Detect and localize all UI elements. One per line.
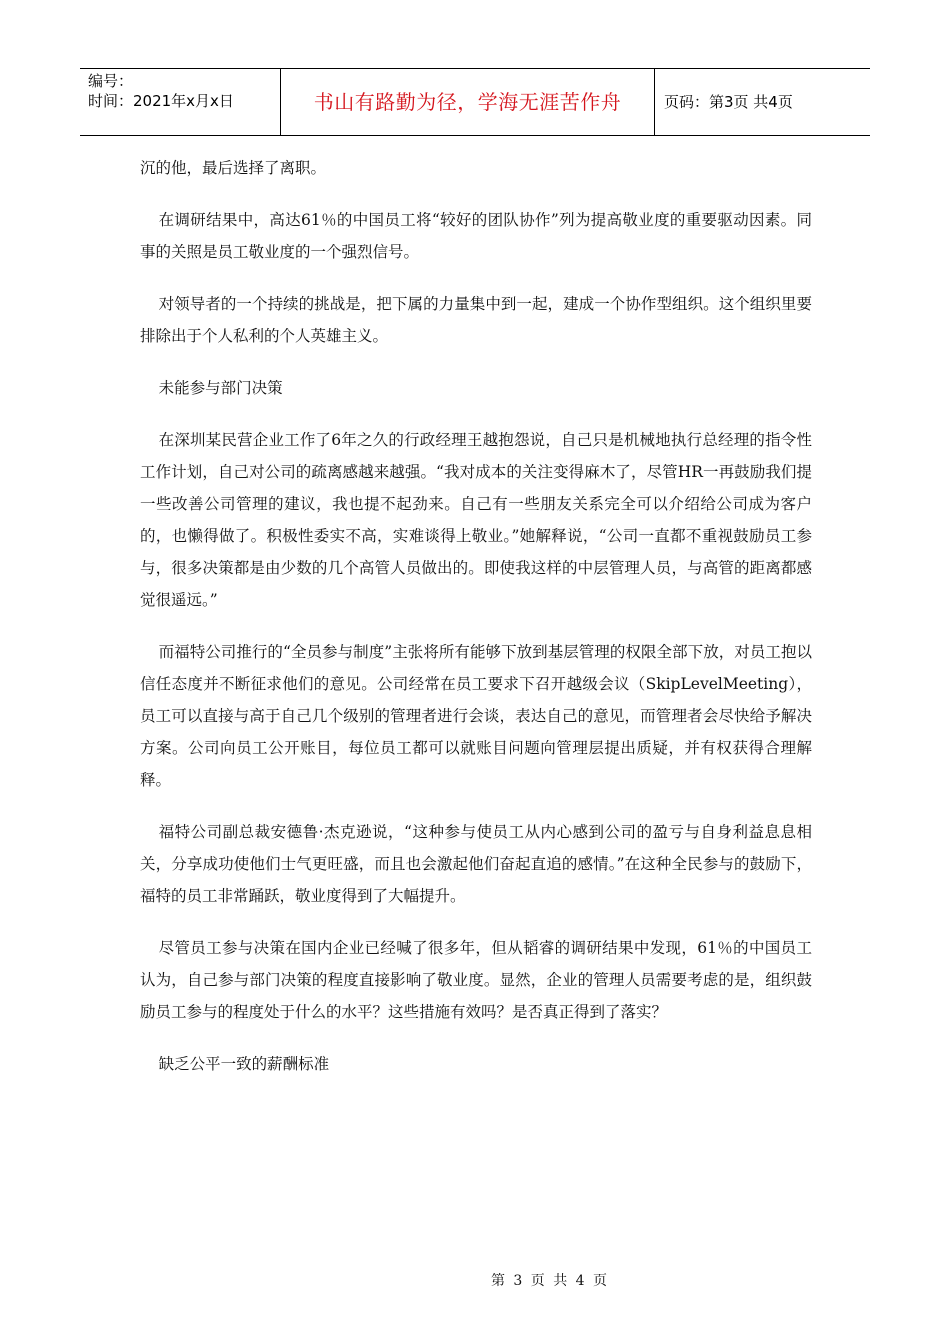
footer-page-number: 第 3 页 共 4 页 <box>490 1273 610 1289</box>
paragraph: 对领导者的一个持续的挑战是，把下属的力量集中到一起，建成一个协作型组织。这个组织里要排除出于个人私利的个人英雄主义。 <box>140 295 812 345</box>
header-page-info: 页码：第3页 共4页 <box>664 93 793 111</box>
paragraph: 在调研结果中，高达61％的中国员工将“较好的团队协作”列为提高敬业度的重要驱动因素。同事的关照是员工敬业度的一个强烈信号。 <box>140 211 812 261</box>
header-motto: 书山有路勤为径，学海无涯苦作舟 <box>313 90 622 114</box>
paragraph: 福特公司副总裁安德鲁·杰克逊说，“这种参与使员工从内心感到公司的盈亏与自身利益息息相关，分享成功使他们士气更旺盛，而且也会激起他们奋起直追的感情。”在这种全民参与的鼓励下，福特的员工非常踊跃，敬业度得到了大幅提升。 <box>140 823 812 905</box>
paragraph: 而福特公司推行的“全员参与制度”主张将所有能够下放到基层管理的权限全部下放，对员工抱以信任态度并不断征求他们的意见。公司经常在员工要求下召开越级会议（SkipLevelMeeting），员工可以直接与高于自己几个级别的管理者进行会谈，表达自己的意见，而管理者会尽快给予解决方案。公司向员工公开账目，每位员工都可以就账目问题向管理层提出质疑，并有权获得合理解释。 <box>140 643 812 789</box>
paragraph: 在深圳某民营企业工作了6年之久的行政经理王越抱怨说，自己只是机械地执行总经理的指令性工作计划，自己对公司的疏离感越来越强。“我对成本的关注变得麻木了，尽管HR一再鼓励我们提一些改善公司管理的建议，我也提不起劲来。自己有一些朋友关系完全可以介绍给公司成为客户的，也懒得做了。积极性委实不高，实难谈得上敬业。”她解释说，“公司一直都不重视鼓励员工参与，很多决策都是由少数的几个高管人员做出的。即使我这样的中层管理人员，与高管的距离都感觉很遥远。” <box>140 431 812 609</box>
section-heading: 缺乏公平一致的薪酬标准 <box>158 1055 330 1073</box>
document-body <box>140 152 812 1100</box>
header-meta <box>88 71 278 111</box>
paragraph: 尽管员工参与决策在国内企业已经喊了很多年，但从韬睿的调研结果中发现，61％的中国员工认为，自己参与部门决策的程度直接影响了敬业度。显然，企业的管理人员需要考虑的是，组织鼓励员工参与的程度处于什么的水平？这些措施有效吗？是否真正得到了落实？ <box>140 939 812 1021</box>
page-footer <box>0 1270 950 1290</box>
header-time-label: 时间：2021年x月x日 <box>88 92 234 110</box>
header-code-label: 编号： <box>88 72 134 90</box>
section-heading: 未能参与部门决策 <box>158 379 283 397</box>
header-divider <box>654 69 655 135</box>
page-header <box>80 68 870 136</box>
paragraph: 沉的他，最后选择了离职。 <box>140 159 327 177</box>
